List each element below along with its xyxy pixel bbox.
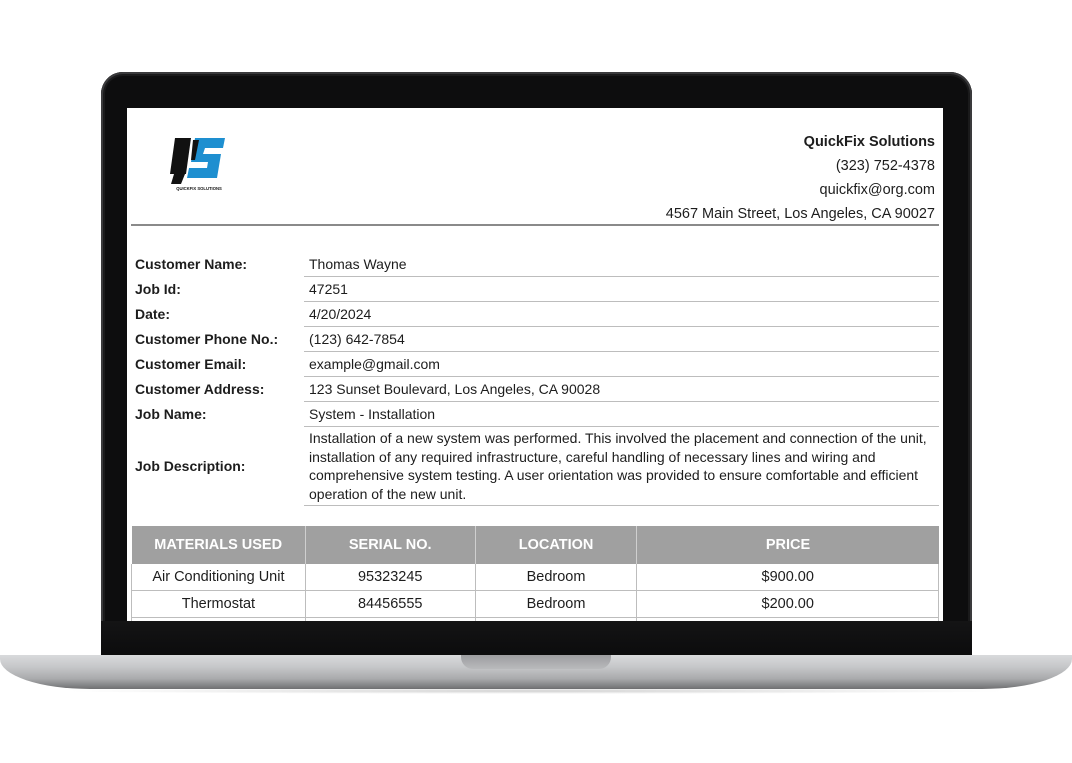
detail-row	[131, 402, 939, 427]
detail-value: 123 Sunset Boulevard, Los Angeles, CA 90028	[304, 377, 939, 402]
detail-value: 47251	[304, 277, 939, 302]
column-header: SERIAL NO.	[305, 526, 475, 564]
serial-cell	[305, 618, 475, 622]
company-address: 4567 Main Street, Los Angeles, CA 90027	[665, 206, 935, 222]
detail-row	[131, 252, 939, 277]
price-cell: $900.00	[637, 564, 939, 591]
detail-value: (123) 642-7854	[304, 327, 939, 352]
column-header: MATERIALS USED	[132, 526, 306, 564]
company-logo	[165, 134, 233, 192]
table-row	[132, 618, 939, 622]
detail-label: Date:	[135, 306, 171, 322]
column-header: LOCATION	[475, 526, 637, 564]
detail-value: Thomas Wayne	[304, 252, 939, 277]
detail-value: 4/20/2024	[304, 302, 939, 327]
table-row	[132, 564, 939, 591]
table-row	[132, 591, 939, 618]
location-cell: Bedroom	[475, 591, 637, 618]
serial-cell: 95323245	[305, 564, 475, 591]
materials-header-row	[132, 526, 939, 564]
column-header: PRICE	[637, 526, 939, 564]
detail-label: Job Name:	[135, 406, 207, 422]
company-phone: (323) 752-4378	[835, 158, 935, 174]
detail-label: Customer Email:	[135, 356, 247, 372]
materials-table	[131, 526, 939, 621]
location-cell: Bedroom	[475, 564, 637, 591]
laptop-bezel	[101, 621, 972, 657]
laptop-shadow	[60, 688, 1012, 694]
serial-cell: 84456555	[305, 591, 475, 618]
material-cell	[132, 618, 306, 622]
material-cell: Air Conditioning Unit	[132, 564, 306, 591]
company-info	[666, 130, 935, 226]
detail-label: Customer Address:	[135, 381, 265, 397]
detail-row	[131, 302, 939, 327]
detail-label: Job Description:	[135, 458, 246, 474]
job-details-table	[131, 252, 939, 506]
price-cell: $200.00	[637, 591, 939, 618]
detail-row	[131, 352, 939, 377]
location-cell	[475, 618, 637, 622]
job-description-value: Installation of a new system was performed. This involved the placement and connection of the unit, installation of any required infrastructure, careful handling of necessary lines and wiring and comprehensive system testing. A user orientation was provided to ensure comfortable and efficient operation of the new unit.	[304, 427, 939, 506]
detail-row	[131, 277, 939, 302]
company-email: quickfix@org.com	[819, 182, 935, 198]
material-cell: Thermostat	[132, 591, 306, 618]
detail-value: example@gmail.com	[304, 352, 939, 377]
detail-value: System - Installation	[304, 402, 939, 427]
detail-row	[131, 427, 939, 506]
company-name: QuickFix Solutions	[803, 134, 935, 150]
detail-label: Job Id:	[135, 281, 181, 297]
laptop-hinge-notch	[461, 655, 611, 669]
laptop-screen	[127, 108, 943, 621]
detail-row	[131, 327, 939, 352]
detail-label: Customer Name:	[135, 256, 248, 273]
detail-row	[131, 377, 939, 402]
detail-label: Customer Phone No.:	[135, 331, 279, 347]
svg-text:QUICKFIX SOLUTIONS: QUICKFIX SOLUTIONS	[176, 186, 222, 191]
header-divider	[131, 224, 939, 226]
price-cell	[637, 618, 939, 622]
